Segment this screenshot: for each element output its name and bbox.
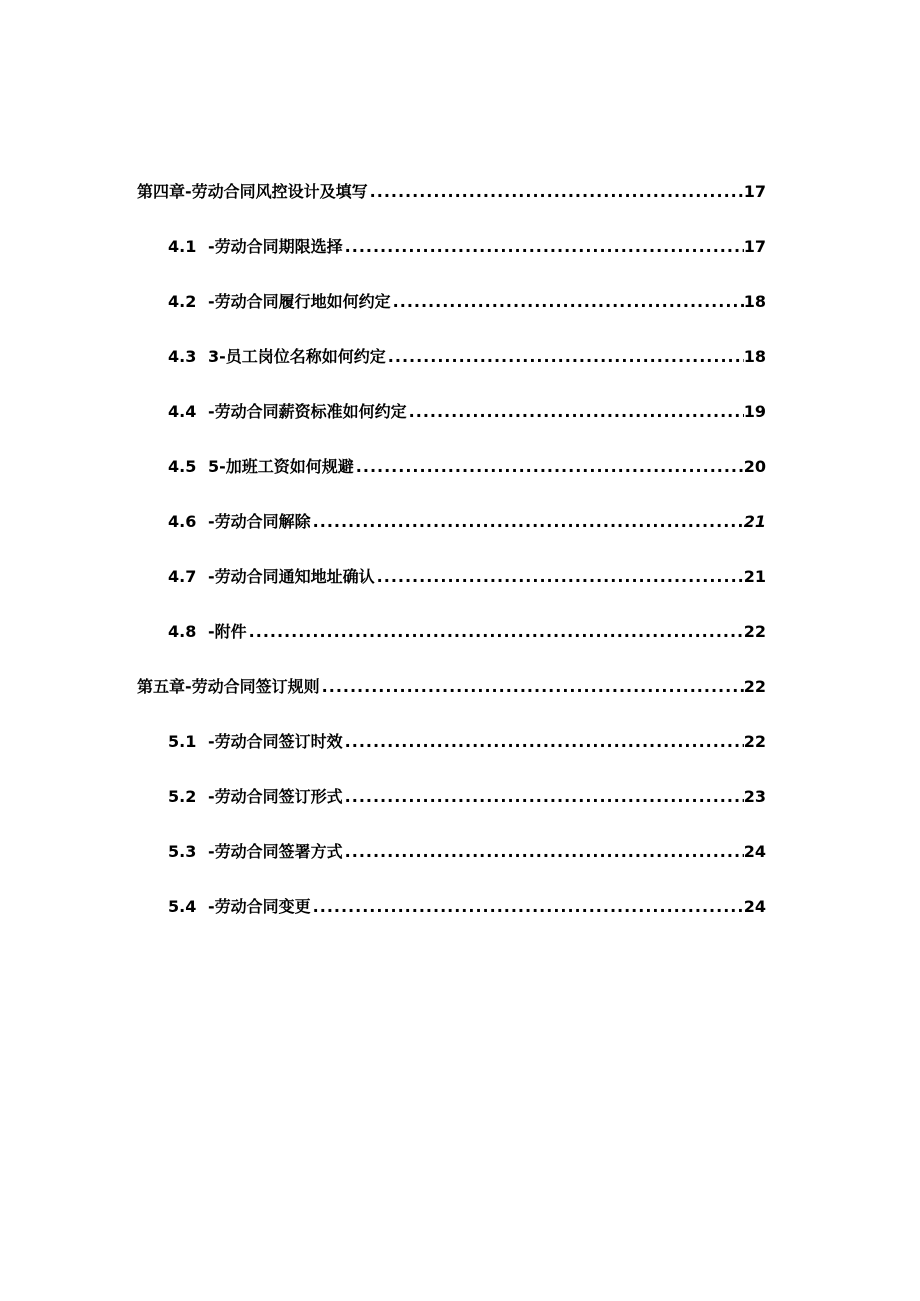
toc-entry-title: 5-加班工资如何规避	[208, 457, 354, 476]
toc-section-number: 4.6	[168, 512, 197, 531]
toc-entry-title: -劳动合同签订形式	[208, 787, 343, 806]
toc-entry-title: -劳动合同变更	[208, 897, 311, 916]
toc-page-number: 18	[743, 292, 766, 311]
toc-page-number: 24	[743, 897, 766, 916]
toc-entry-title: 第四章-劳动合同风控设计及填写	[137, 182, 368, 201]
toc-section-number: 4.8	[168, 622, 197, 641]
toc-section-number: 4.5	[168, 457, 197, 476]
toc-dot-leader	[343, 787, 744, 807]
toc-page-number: 21	[743, 567, 766, 586]
toc-section-4-3[interactable]	[168, 341, 766, 367]
toc-page-number: 17	[743, 237, 766, 256]
toc-section-number: 5.4	[168, 897, 197, 916]
toc-chapter-5[interactable]	[137, 671, 766, 697]
toc-page-number: 19	[743, 402, 766, 421]
toc-entry-title: -劳动合同薪资标准如何约定	[208, 402, 407, 421]
toc-page-number: 17	[743, 182, 766, 201]
toc-page-number: 23	[743, 787, 766, 806]
toc-section-5-4[interactable]	[168, 891, 766, 917]
toc-dot-leader	[247, 622, 744, 642]
toc-dot-leader	[375, 567, 744, 587]
toc-section-4-6[interactable]	[168, 506, 766, 532]
toc-section-5-2[interactable]	[168, 781, 766, 807]
toc-dot-leader	[320, 677, 744, 697]
toc-entry-title: -劳动合同履行地如何约定	[208, 292, 391, 311]
toc-entry-title: 3-员工岗位名称如何约定	[208, 347, 386, 366]
toc-entry-title: -劳动合同期限选择	[208, 237, 343, 256]
toc-entry-title: -劳动合同签订时效	[208, 732, 343, 751]
toc-page-number: 22	[743, 622, 766, 641]
toc-entry-title: -劳动合同通知地址确认	[208, 567, 375, 586]
toc-chapter-4[interactable]	[137, 176, 766, 202]
toc-page-number: 20	[743, 457, 766, 476]
toc-section-number: 5.1	[168, 732, 197, 751]
toc-entry-title: -附件	[208, 622, 247, 641]
toc-dot-leader	[386, 347, 744, 367]
toc-dot-leader	[391, 292, 744, 312]
toc-section-5-1[interactable]	[168, 726, 766, 752]
toc-section-number: 4.2	[168, 292, 197, 311]
toc-section-4-8[interactable]	[168, 616, 766, 642]
toc-dot-leader	[343, 842, 744, 862]
toc-section-number: 5.3	[168, 842, 197, 861]
toc-dot-leader	[354, 457, 744, 477]
toc-section-4-4[interactable]	[168, 396, 766, 422]
toc-page-number: 22	[743, 677, 766, 696]
toc-section-4-7[interactable]	[168, 561, 766, 587]
toc-entry-title: -劳动合同解除	[208, 512, 311, 531]
toc-page-number: 24	[743, 842, 766, 861]
toc-page-number: 21	[743, 512, 766, 531]
toc-section-number: 5.2	[168, 787, 197, 806]
toc-section-5-3[interactable]	[168, 836, 766, 862]
toc-section-4-5[interactable]	[168, 451, 766, 477]
toc-dot-leader	[311, 512, 744, 532]
toc-dot-leader	[407, 402, 744, 422]
toc-dot-leader	[343, 732, 744, 752]
toc-section-number: 4.7	[168, 567, 197, 586]
toc-page-number: 22	[743, 732, 766, 751]
toc-entry-title: 第五章-劳动合同签订规则	[137, 677, 320, 696]
toc-section-4-1[interactable]	[168, 231, 766, 257]
toc-section-number: 4.1	[168, 237, 197, 256]
toc-dot-leader	[368, 182, 744, 202]
toc-section-number: 4.4	[168, 402, 197, 421]
toc-entry-title: -劳动合同签署方式	[208, 842, 343, 861]
toc-section-4-2[interactable]	[168, 286, 766, 312]
toc-page-number: 18	[743, 347, 766, 366]
toc-dot-leader	[311, 897, 744, 917]
toc-section-number: 4.3	[168, 347, 197, 366]
toc-dot-leader	[343, 237, 744, 257]
